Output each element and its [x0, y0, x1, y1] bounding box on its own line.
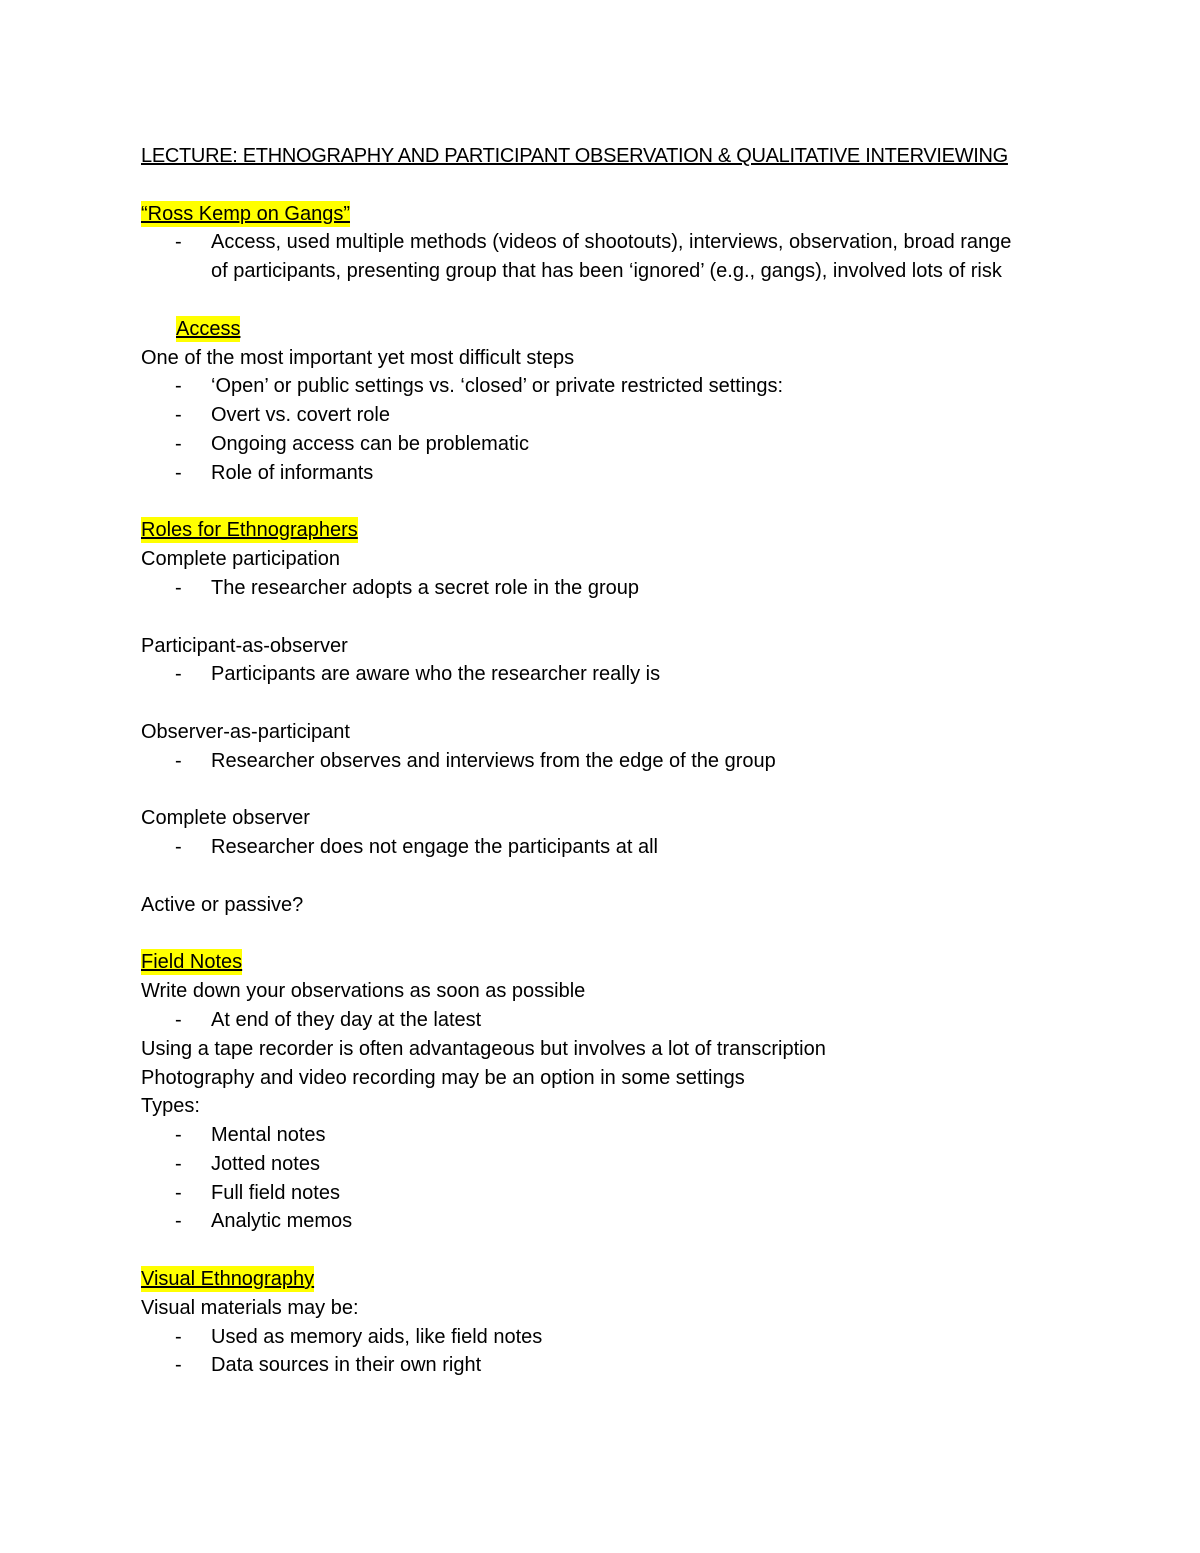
- types-label: Types:: [141, 1095, 200, 1118]
- list-item-text: Data sources in their own right: [211, 1354, 482, 1377]
- document-title: LECTURE: ETHNOGRAPHY AND PARTICIPANT OBSERVATION & QUALITATIVE INTERVIEWING: [141, 145, 1008, 167]
- heading-access: Access: [176, 317, 241, 340]
- list-item: [141, 747, 1041, 776]
- list-item: [141, 430, 1041, 459]
- bullet-dash: -: [175, 663, 182, 686]
- list-item-text: Access, used multiple methods (videos of shootouts), interviews, observation, broad range of participants, presenting group that has been ‘ignored’ (e.g., gangs), involved lots of risk: [211, 231, 1012, 283]
- bullet-dash: -: [175, 231, 182, 254]
- list-item: [141, 1323, 1041, 1352]
- bullet-dash: -: [175, 461, 182, 484]
- list-item-text: Analytic memos: [211, 1210, 353, 1233]
- document-body: [141, 142, 1041, 1380]
- list-item-text: The researcher adopts a secret role in the group: [211, 576, 640, 599]
- list-item-text: Full field notes: [211, 1181, 340, 1204]
- field-notes-line: Using a tape recorder is often advantageous but involves a lot of transcription: [141, 1037, 826, 1060]
- heading-field-notes: Field Notes: [141, 951, 243, 974]
- list-item: [141, 1150, 1041, 1179]
- role-label: Observer-as-participant: [141, 720, 350, 743]
- list-item-text: At end of they day at the latest: [211, 1008, 482, 1031]
- bullet-dash: -: [175, 375, 182, 398]
- bullet-dash: -: [175, 749, 182, 772]
- list-item: [141, 1351, 1041, 1380]
- roles-question: Active or passive?: [141, 893, 304, 916]
- bullet-dash: -: [175, 404, 182, 427]
- list-item: [141, 228, 1041, 286]
- access-intro: One of the most important yet most difficult steps: [141, 346, 575, 369]
- role-label: Complete participation: [141, 548, 340, 571]
- list-item-text: Role of informants: [211, 461, 374, 484]
- list-item: [141, 401, 1041, 430]
- bullet-dash: -: [175, 1152, 182, 1175]
- heading-visual-ethnography: Visual Ethnography: [141, 1268, 315, 1291]
- visual-intro: Visual materials may be:: [141, 1296, 359, 1319]
- bullet-dash: -: [175, 432, 182, 455]
- list-item-text: Ongoing access can be problematic: [211, 432, 529, 455]
- list-item-text: Researcher does not engage the participants at all: [211, 836, 658, 859]
- heading-ross-kemp: “Ross Kemp on Gangs”: [141, 202, 350, 225]
- list-item-text: Jotted notes: [211, 1152, 320, 1175]
- field-notes-line: Photography and video recording may be an option in some settings: [141, 1066, 745, 1089]
- list-item: [141, 574, 1041, 603]
- list-item-text: Researcher observes and interviews from the edge of the group: [211, 749, 776, 772]
- role-label: Participant-as-observer: [141, 634, 348, 657]
- list-item-text: Used as memory aids, like field notes: [211, 1325, 543, 1348]
- bullet-dash: -: [175, 1008, 182, 1031]
- list-item-text: Participants are aware who the researcher really is: [211, 663, 661, 686]
- list-item-text: ‘Open’ or public settings vs. ‘closed’ or private restricted settings:: [211, 375, 784, 398]
- bullet-dash: -: [175, 1354, 182, 1377]
- list-item: [141, 660, 1041, 689]
- bullet-dash: -: [175, 1124, 182, 1147]
- field-notes-line: Write down your observations as soon as possible: [141, 980, 586, 1003]
- bullet-dash: -: [175, 1210, 182, 1233]
- bullet-dash: -: [175, 836, 182, 859]
- list-item: [141, 1006, 1041, 1035]
- list-item: [141, 459, 1041, 488]
- bullet-dash: -: [175, 1181, 182, 1204]
- list-item: [141, 372, 1041, 401]
- list-item-text: Mental notes: [211, 1124, 326, 1147]
- list-item: [141, 1121, 1041, 1150]
- bullet-dash: -: [175, 1325, 182, 1348]
- heading-roles: Roles for Ethnographers: [141, 519, 358, 542]
- role-label: Complete observer: [141, 807, 310, 830]
- bullet-dash: -: [175, 576, 182, 599]
- list-item: [141, 833, 1041, 862]
- list-item: [141, 1179, 1041, 1208]
- list-item-text: Overt vs. covert role: [211, 404, 390, 427]
- list-item: [141, 1207, 1041, 1236]
